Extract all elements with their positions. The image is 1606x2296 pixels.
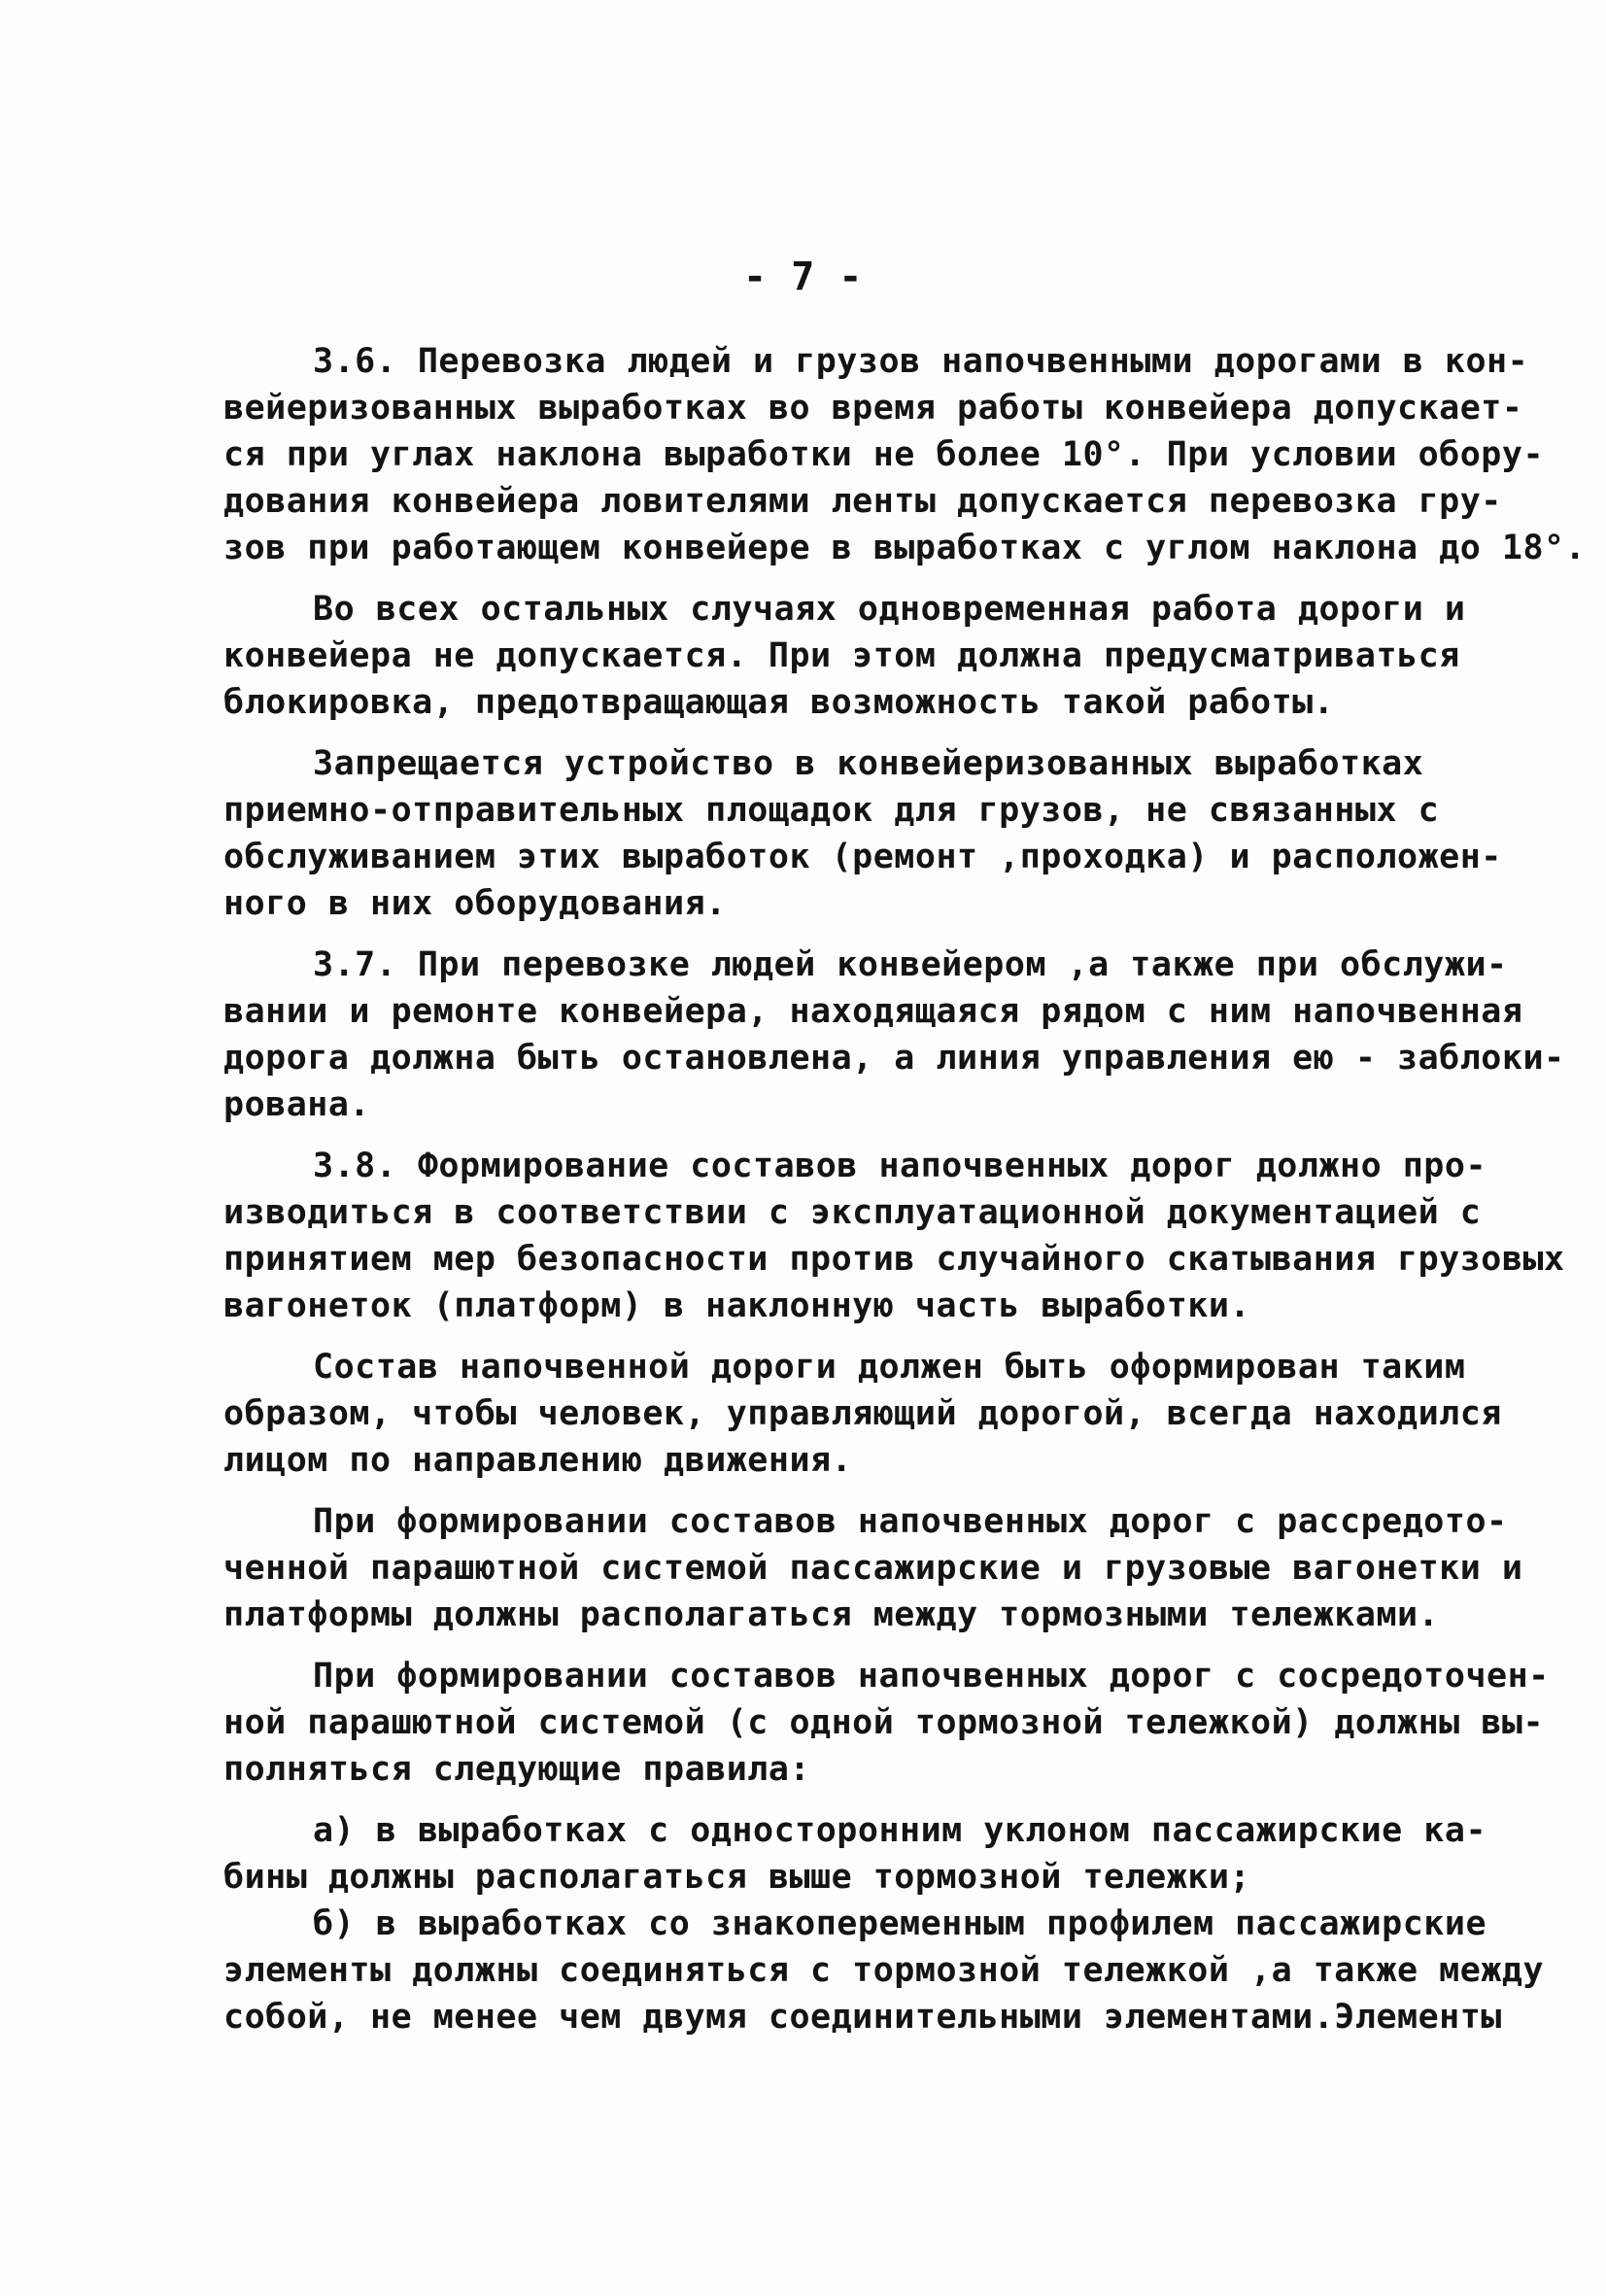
- text-line: При формировании составов напочвенных дорог с рассредото-: [313, 1502, 1508, 1541]
- paragraph-3-8: [223, 1143, 1565, 1329]
- text-line: а) в выработках с односторонним уклоном пассажирские ка-: [313, 1811, 1487, 1850]
- paragraph-other-cases: [223, 586, 1466, 726]
- paragraph-distributed-system: [223, 1498, 1523, 1638]
- text-line: 3.7. При перевозке людей конвейером ,а также при обслужи-: [313, 945, 1508, 984]
- text-line: 3.8. Формирование составов напочвенных дорог должно про-: [313, 1147, 1487, 1185]
- text-line: ного в них оборудования.: [223, 884, 727, 923]
- text-line: собой, не менее чем двумя соединительными элементами.Элементы: [223, 1998, 1502, 2037]
- text-line: элементы должны соединяться с тормозной тележкой ,а также между: [223, 1951, 1545, 1990]
- text-line: вейеризованных выработках во время работы конвейера допускает-: [223, 389, 1523, 428]
- text-line: дорога должна быть остановлена, а линия управления ею - заблоки-: [223, 1039, 1565, 1078]
- text-line: принятием мер безопасности против случайного скатывания грузовых: [223, 1240, 1565, 1279]
- page-number: - 7 -: [743, 255, 863, 299]
- text-line: 3.6. Перевозка людей и грузов напочвенными дорогами в кон-: [313, 342, 1529, 381]
- paragraph-concentrated-system: [223, 1653, 1550, 1793]
- text-line: приемно-отправительных площадок для грузов, не связанных с: [223, 791, 1440, 830]
- paragraph-prohibition: [223, 740, 1502, 927]
- body-text: [223, 338, 1587, 2055]
- text-line: ся при углах наклона выработки не более 10°. При условии обору-: [223, 435, 1545, 474]
- list-item-a: [223, 1807, 1487, 1901]
- text-line: блокировка, предотвращающая возможность такой работы.: [223, 683, 1335, 722]
- text-line: рована.: [223, 1085, 371, 1124]
- text-line: конвейера не допускается. При этом должна предусматриваться: [223, 636, 1460, 675]
- text-line: Состав напочвенной дороги должен быть оформирован таким: [313, 1348, 1466, 1387]
- text-line: платформы должны располагаться между тормозными тележками.: [223, 1595, 1440, 1634]
- list-item-b: [223, 1901, 1545, 2040]
- text-line: вании и ремонте конвейера, находящаяся рядом с ним напочвенная: [223, 992, 1523, 1031]
- text-line: обслуживанием этих выработок (ремонт ,проходка) и расположен-: [223, 838, 1502, 876]
- paragraph-3-6: [223, 338, 1587, 571]
- text-line: дования конвейера ловителями ленты допускается перевозка гру-: [223, 482, 1502, 521]
- paragraph-3-7: [223, 942, 1565, 1128]
- text-line: образом, чтобы человек, управляющий дорогой, всегда находился: [223, 1394, 1502, 1433]
- text-line: лицом по направлению движения.: [223, 1441, 853, 1480]
- text-line: Запрещается устройство в конвейеризованных выработках: [313, 744, 1424, 783]
- text-line: При формировании составов напочвенных дорог с сосредоточен-: [313, 1657, 1550, 1696]
- text-line: вагонеток (платформ) в наклонную часть выработки.: [223, 1286, 1251, 1325]
- text-line: б) в выработках со знакопеременным профилем пассажирские: [313, 1904, 1487, 1943]
- text-line: ченной парашютной системой пассажирские и грузовые вагонетки и: [223, 1549, 1523, 1588]
- text-line: Во всех остальных случаях одновременная работа дороги и: [313, 590, 1466, 629]
- paragraph-train-composition: [223, 1344, 1502, 1484]
- text-line: изводиться в соответствии с эксплуатационной документацией с: [223, 1193, 1482, 1232]
- text-line: зов при работающем конвейере в выработках с углом наклона до 18°.: [223, 529, 1587, 567]
- text-line: ной парашютной системой (с одной тормозной тележкой) должны вы-: [223, 1703, 1545, 1742]
- text-line: бины должны располагаться выше тормозной тележки;: [223, 1858, 1251, 1897]
- text-line: полняться следующие правила:: [223, 1750, 811, 1789]
